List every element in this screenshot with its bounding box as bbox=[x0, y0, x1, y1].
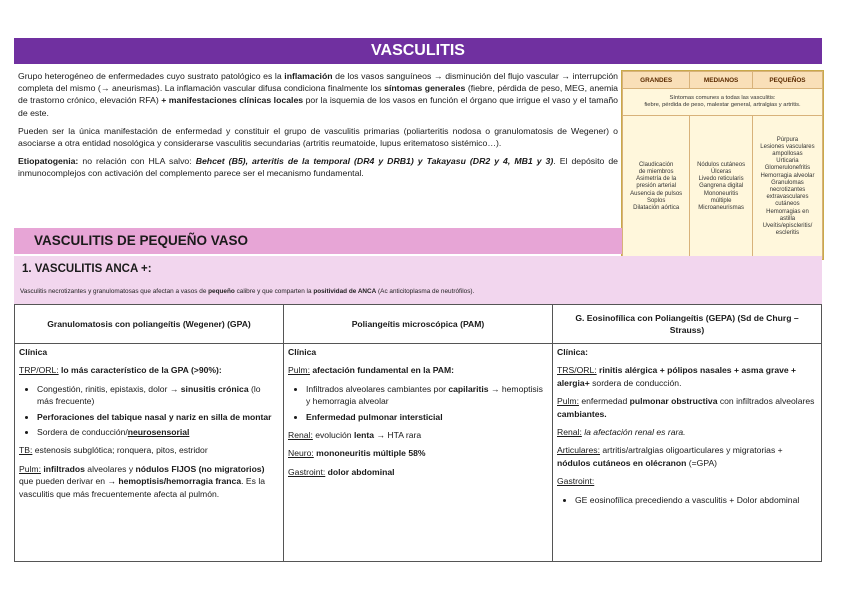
list-item: • Perforaciones del tabique nasal y nariz en silla de montar bbox=[37, 411, 279, 423]
column-header-pam: Poliangeítis microscópica (PAM) bbox=[284, 305, 553, 344]
intro-paragraph-1: Grupo heterogéneo de enfermedades cuyo sustrato patológico es la inflamación de los vasos sanguíneos → disminución del flujo vascular → interrupción completa del mismo (→ aneurismas). La inflamación vascular difusa condiciona finalmente los síntomas generales (fiebre, pérdida de peso, MEG, anemia de trastorno crónico, elevación RFA) + manifestaciones clínicas locales por la isquemia de los vasos en función el órgano que irrigue el vaso y el tamaño de este. bbox=[18, 71, 618, 118]
header-medianos: MEDIANOS bbox=[690, 72, 753, 89]
common-symptoms: Síntomas comunes a todas las vasculitis: fiebre, pérdida de peso, malestar general, artralgias y artritis. bbox=[623, 89, 823, 116]
column-body-pam bbox=[284, 344, 553, 562]
clinical-paragraph: Clínica bbox=[288, 347, 317, 357]
grandes-cell: Claudicación de miembros Asimetría de la presión arterial Ausencia de pulsos Soplos Dilatación aórtica bbox=[623, 116, 690, 259]
clinical-paragraph: TB: estenosis subglótica; ronquera, pitos, estridor bbox=[19, 445, 208, 456]
clinical-paragraph: Clínica bbox=[19, 347, 48, 357]
vasculitis-comparison-table bbox=[14, 304, 822, 562]
clinical-paragraph: Renal: la afectación renal es rara. bbox=[557, 427, 686, 438]
bullet-list bbox=[288, 383, 548, 423]
clinical-paragraph: Pulm: afectación fundamental en la PAM: bbox=[288, 365, 455, 376]
list-item: • Enfermedad pulmonar intersticial bbox=[306, 411, 548, 423]
pequenos-cell: Púrpura Lesiones vasculares ampollosas Urticaria Glomerulonefritis Hemorragia alveolar Granulomas necrotizantes extravasculares cutáneos Hemorragias en astilla Uveítis/episcleritis/ escleritis bbox=[752, 116, 822, 259]
clinical-paragraph: Pulm: enfermedad pulmonar obstructiva con infiltrados alveolares cambiantes. bbox=[557, 396, 815, 419]
header-grandes: GRANDES bbox=[623, 72, 690, 89]
clinical-paragraph: Pulm: infiltrados alveolares y nódulos FIJOS (no migratorios) que pueden derivar en → hemoptisis/hemorragia franca. Es la vasculitis que más frecuentemente afecta al pulmón. bbox=[19, 463, 266, 499]
clinical-paragraph: Gastroint: dolor abdominal bbox=[288, 466, 395, 477]
clinical-paragraph: Clínica: bbox=[557, 347, 589, 357]
clinical-paragraph: Renal: evolución lenta → HTA rara bbox=[288, 430, 422, 441]
bullet-list bbox=[19, 383, 279, 439]
clinical-paragraph: TRP/ORL: lo más característico de la GPA (>90%): bbox=[19, 365, 222, 376]
clinical-paragraph: Gastroint: bbox=[557, 476, 595, 487]
anca-description: Vasculitis necrotizantes y granulomatosas que afectan a vasos de pequeño calibre y que comparten la positividad de ANCA (Ac anticitoplasma de neutrófilos). bbox=[20, 288, 475, 295]
clinical-paragraph: Neuro: mononeuritis múltiple 58% bbox=[288, 448, 426, 459]
list-item: • GE eosinofílica precediendo a vasculitis + Dolor abdominal bbox=[575, 494, 817, 506]
intro-text bbox=[18, 70, 618, 186]
column-header-gpa: Granulomatosis con poliangeítis (Wegener) (GPA) bbox=[15, 305, 284, 344]
page-title: VASCULITIS bbox=[14, 38, 822, 64]
list-item: • Congestión, rinitis, epistaxis, dolor → sinusitis crónica (lo más frecuente) bbox=[37, 383, 279, 408]
section-heading: VASCULITIS DE PEQUEÑO VASO bbox=[14, 228, 622, 254]
header-pequenos: PEQUEÑOS bbox=[752, 72, 822, 89]
subsection-heading: 1. VASCULITIS ANCA +: bbox=[22, 263, 152, 275]
column-body-gpa bbox=[15, 344, 284, 562]
column-body-gepa bbox=[553, 344, 822, 562]
list-item: • Sordera de conducción/neurosensorial bbox=[37, 426, 279, 438]
list-item: • Infiltrados alveolares cambiantes por capilaritis → hemoptisis y hemorragia alveolar bbox=[306, 383, 548, 408]
column-header-gepa: G. Eosinofílica con Poliangeítis (GEPA) (Sd de Churg – Strauss) bbox=[553, 305, 822, 344]
vessel-size-table bbox=[621, 70, 824, 260]
intro-paragraph-3: Etiopatogenia: no relación con HLA salvo: Behcet (B5), arteritis de la temporal (DR4 y DRB1) y Takayasu (DR2 y 4, MB1 y 3). El depósito de inmunocomplejos con activación del complemento parece ser el mecanismo fundamental. bbox=[18, 156, 618, 179]
bullet-list bbox=[557, 494, 817, 506]
clinical-paragraph: TRS/ORL: rinitis alérgica + pólipos nasales + asma grave + alergia+ sordera de conducción. bbox=[557, 365, 797, 388]
intro-paragraph-2: Pueden ser la única manifestación de enfermedad y constituir el grupo de vasculitis primarias (poliarteritis nodosa o granulomatosis de Wegener) o asociarse a otra entidad nosológica y considerarse vasculitis secundarias (artritis reumatoide, lupus eritematoso sistémico…). bbox=[18, 125, 618, 149]
clinical-paragraph: Articulares: artritis/artralgias oligoarticulares y migratorias + nódulos cutáneos en olécranon (=GPA) bbox=[557, 445, 783, 468]
medianos-cell: Nódulos cutáneos Úlceras Livedo reticularis Gangrena digital Mononeuritis múltiple Microaneurismas bbox=[690, 116, 753, 259]
